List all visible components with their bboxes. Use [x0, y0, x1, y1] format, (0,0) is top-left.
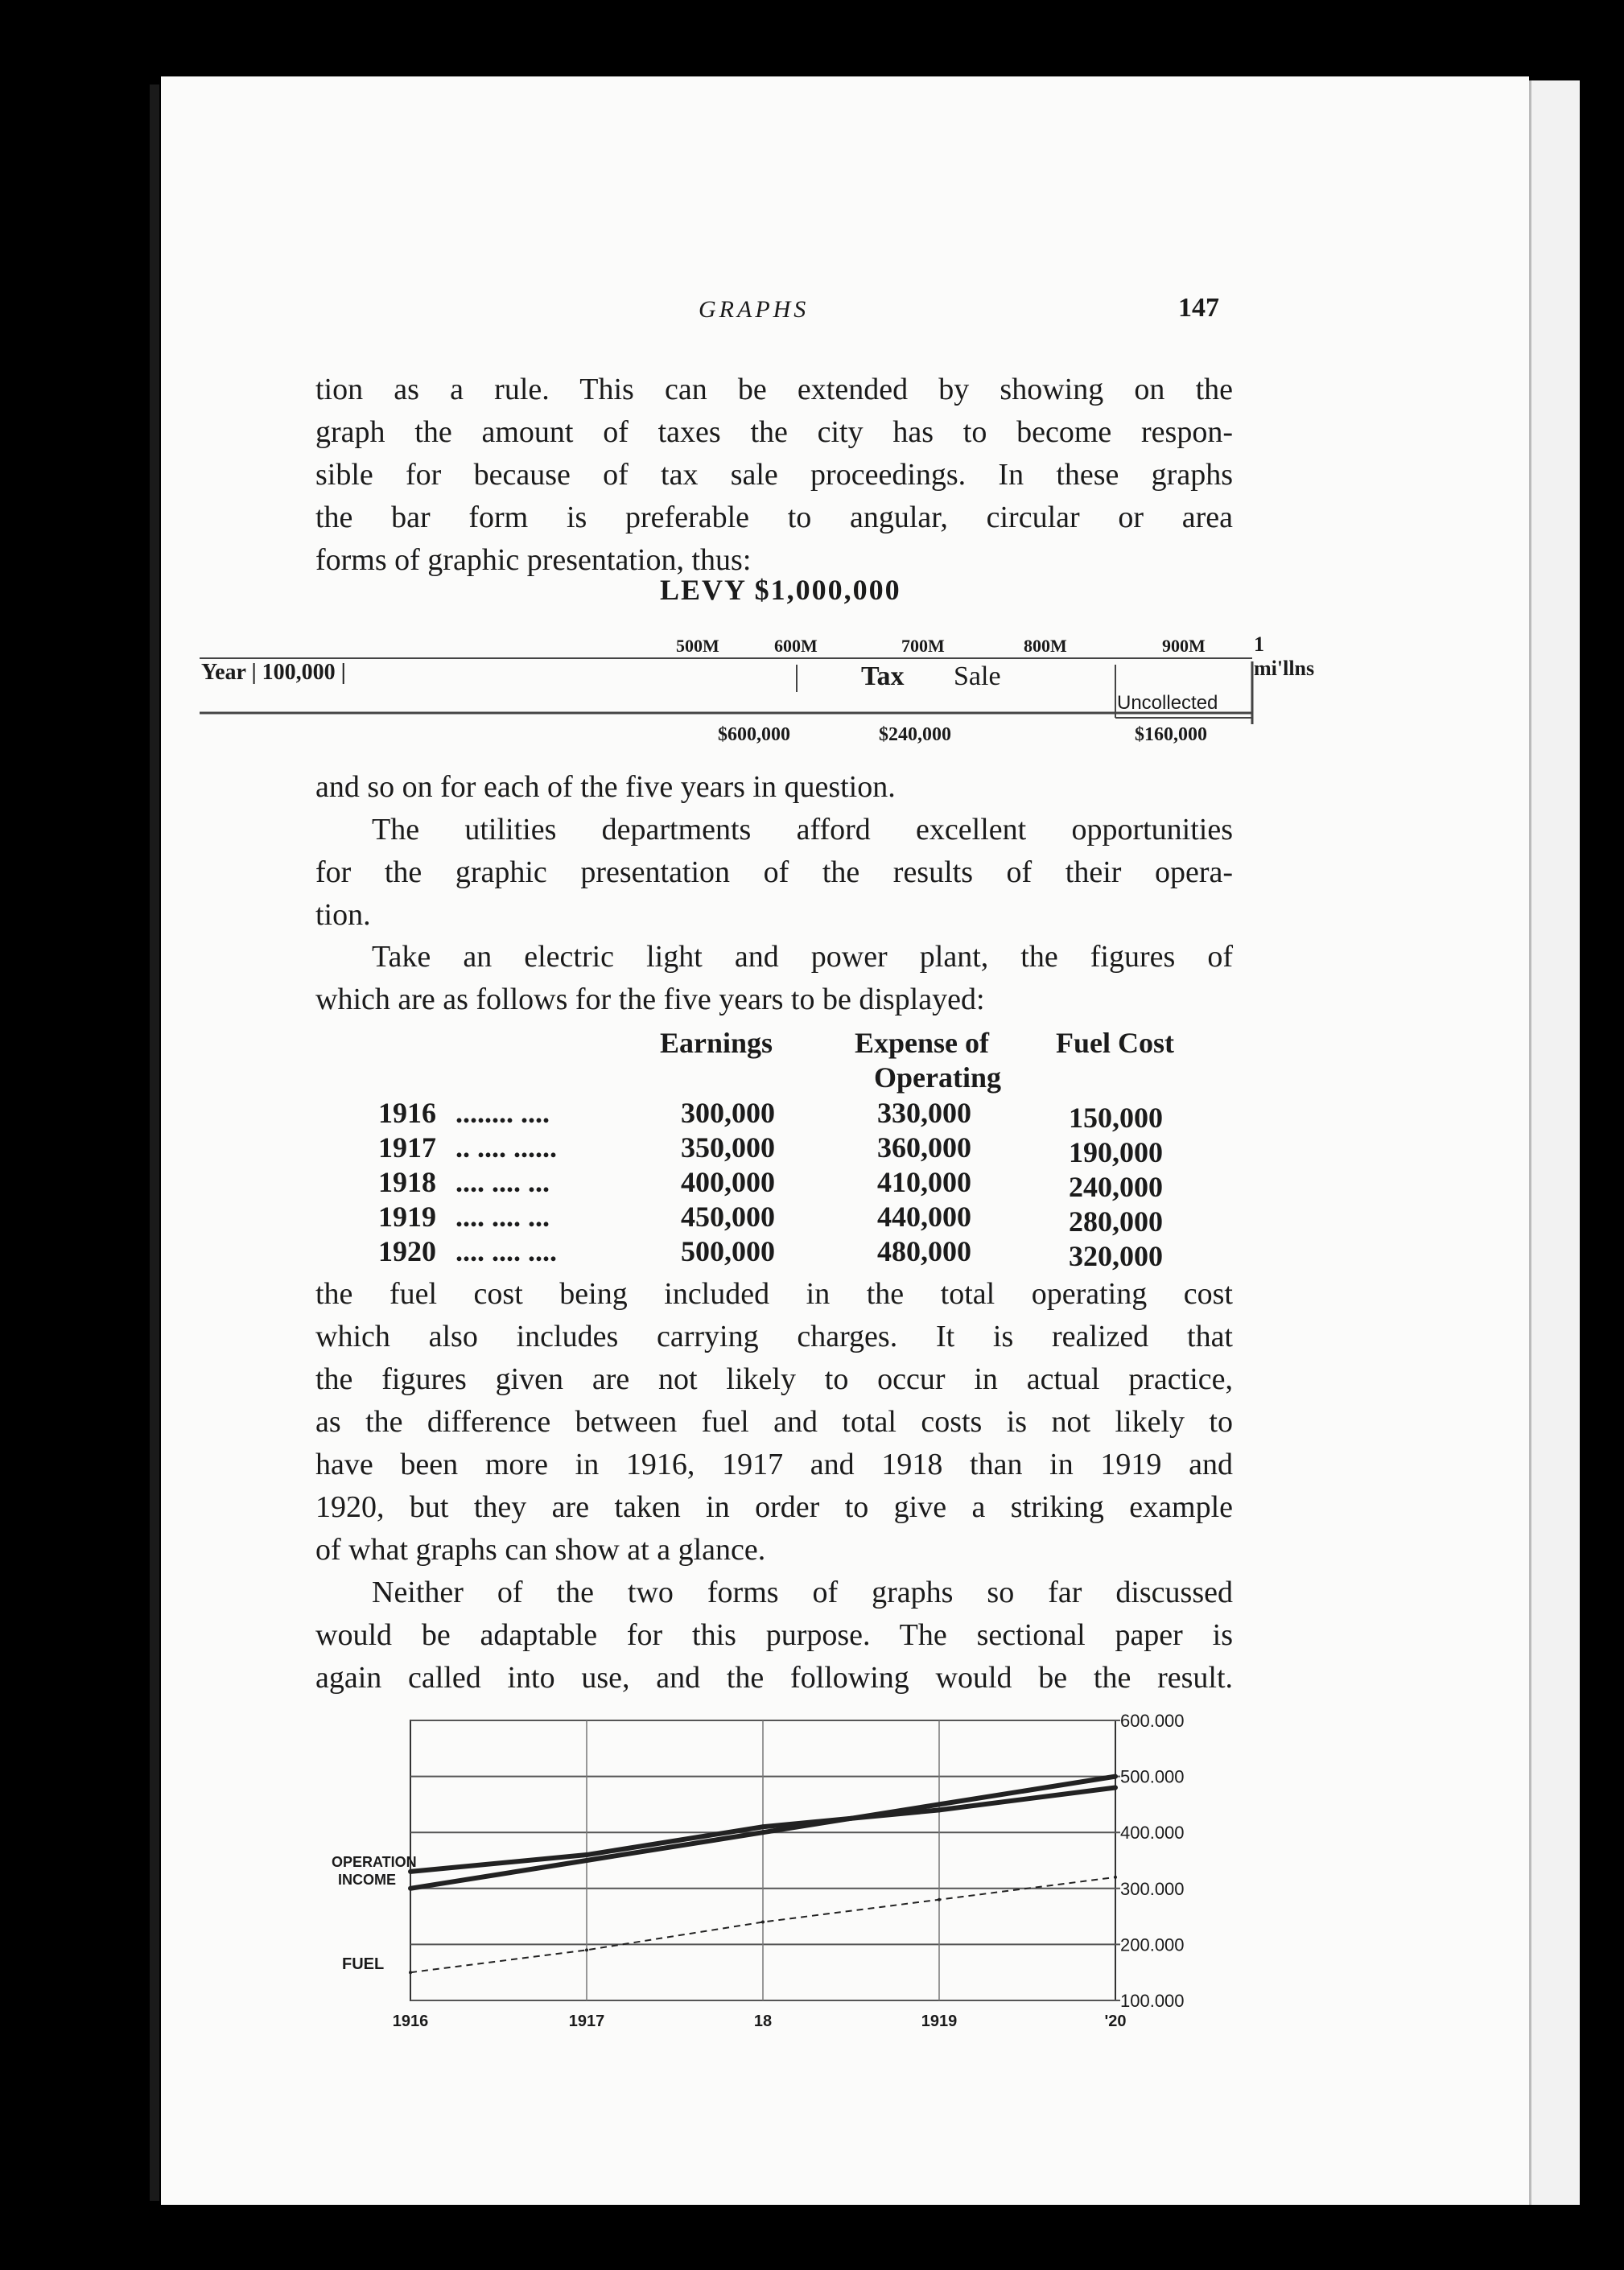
table-expense: 410,000 — [877, 1166, 971, 1198]
text-line: graph the amount of taxes the city has to become respon- — [315, 415, 1233, 449]
data-point-income — [760, 1830, 765, 1835]
table-header-expense: Expense of — [855, 1027, 990, 1059]
table-year: 1918 — [378, 1166, 436, 1198]
table-header-fuel: Fuel Cost — [1056, 1027, 1174, 1059]
x-tick-label: 18 — [753, 2013, 773, 2030]
x-tick-label: 1917 — [568, 2013, 605, 2030]
levy-amount: $240,000 — [879, 724, 951, 745]
table-expense: 330,000 — [877, 1097, 971, 1129]
y-tick-label: 600.000 — [1120, 1711, 1185, 1731]
table-fuel: 190,000 — [1069, 1136, 1163, 1168]
table-fuel: 320,000 — [1069, 1240, 1163, 1272]
table-dots: .... .... ... — [455, 1166, 550, 1198]
table-expense: 360,000 — [877, 1131, 971, 1164]
text-line: would be adaptable for this purpose. The sectional paper is — [315, 1618, 1233, 1652]
y-tick-label: 200.000 — [1120, 1934, 1185, 1955]
text-line: which are as follows for the five years to be displayed: — [315, 983, 985, 1016]
data-point-operation — [760, 1824, 765, 1829]
x-tick-label: 1916 — [392, 2013, 429, 2030]
levy-title: LEVY $1,000,000 — [660, 574, 901, 606]
data-point-income — [584, 1858, 589, 1863]
series-label-operation: OPERATION — [332, 1854, 417, 1870]
table-earnings: 300,000 — [681, 1097, 775, 1129]
scale-label: 800M — [1024, 636, 1067, 656]
data-point-fuel — [409, 1971, 412, 1974]
text-line: Take an electric light and power plant, the figures of — [372, 940, 1233, 974]
page-number: 147 — [1178, 293, 1219, 323]
table-earnings: 500,000 — [681, 1235, 775, 1267]
x-tick-label: 1919 — [921, 2013, 958, 2030]
y-tick-label: 400.000 — [1120, 1823, 1185, 1844]
scale-label: 700M — [901, 636, 945, 656]
levy-segment-tax: Tax — [861, 661, 905, 691]
table-dots: .... .... ... — [455, 1201, 550, 1233]
table-fuel: 240,000 — [1069, 1171, 1163, 1203]
data-point-operation — [1113, 1786, 1118, 1790]
levy-amount: $160,000 — [1135, 724, 1207, 745]
y-tick-label: 500.000 — [1120, 1766, 1185, 1787]
text-line: tion. — [315, 898, 371, 932]
text-line: of what graphs can show at a glance. — [315, 1533, 766, 1567]
data-point-income — [937, 1802, 942, 1807]
text-line: the fuel cost being included in the total operating cost — [315, 1277, 1233, 1311]
text-line: again called into use, and the following would be the result. — [315, 1661, 1233, 1695]
table-dots: .. .... ...... — [455, 1131, 557, 1164]
table-expense: 480,000 — [877, 1235, 971, 1267]
series-label-income: INCOME — [338, 1872, 396, 1888]
running-header: GRAPHS — [699, 296, 810, 323]
table-expense: 440,000 — [877, 1201, 971, 1233]
text-line: 1920, but they are taken in order to give a striking example — [315, 1490, 1233, 1524]
text-line: sible for because of tax sale proceedings. In these graphs — [315, 458, 1233, 492]
text-line: for the graphic presentation of the results of their opera- — [315, 855, 1233, 889]
table-earnings: 350,000 — [681, 1131, 775, 1164]
table-dots: ........ .... — [455, 1097, 550, 1129]
series-label-fuel: FUEL — [342, 1955, 385, 1973]
table-year: 1917 — [378, 1131, 436, 1164]
text-line: forms of graphic presentation, thus: — [315, 543, 752, 577]
table-fuel: 150,000 — [1069, 1102, 1163, 1134]
scale-label: 600M — [774, 636, 818, 656]
text-line: which also includes carrying charges. It is realized that — [315, 1320, 1233, 1353]
levy-segment-uncollected: Uncollected — [1117, 692, 1218, 714]
scale-label: 900M — [1162, 636, 1206, 656]
y-tick-label: 100.000 — [1120, 1991, 1185, 2011]
text-line: as the difference between fuel and total costs is not likely to — [315, 1405, 1233, 1439]
text-line: Neither of the two forms of graphs so far discussed — [372, 1576, 1233, 1609]
data-point-income — [408, 1886, 413, 1891]
table-header-earnings: Earnings — [660, 1027, 773, 1059]
data-point-fuel — [761, 1921, 765, 1924]
data-point-operation — [937, 1807, 942, 1812]
text-line: the figures given are not likely to occur in actual practice, — [315, 1362, 1233, 1396]
table-header-expense-2: Operating — [874, 1061, 1001, 1094]
data-point-income — [1113, 1774, 1118, 1779]
table-fuel: 280,000 — [1069, 1205, 1163, 1238]
y-tick-label: 300.000 — [1120, 1878, 1185, 1899]
x-tick-label: '20 — [1104, 2013, 1127, 2030]
text-line: the bar form is preferable to angular, circular or area — [315, 501, 1233, 534]
table-year: 1919 — [378, 1201, 436, 1233]
data-point-fuel — [1114, 1876, 1117, 1879]
table-dots: .... .... .... — [455, 1235, 557, 1267]
text-line: have been more in 1916, 1917 and 1918 than in 1919 and — [315, 1448, 1233, 1481]
data-point-operation — [584, 1852, 589, 1857]
table-earnings: 450,000 — [681, 1201, 775, 1233]
table-earnings: 400,000 — [681, 1166, 775, 1198]
levy-row-label: Year | 100,000 | — [201, 660, 346, 685]
data-point-fuel — [585, 1948, 588, 1951]
table-year: 1920 — [378, 1235, 436, 1267]
data-point-fuel — [938, 1898, 941, 1901]
text-line: The utilities departments afford excellent opportunities — [372, 813, 1233, 847]
levy-segment-sale: Sale — [954, 661, 1001, 691]
text-line: tion as a rule. This can be extended by showing on the — [315, 373, 1233, 406]
text-line: and so on for each of the five years in question. — [315, 770, 896, 804]
levy-amount: $600,000 — [718, 724, 790, 745]
scale-label: 500M — [676, 636, 719, 656]
table-year: 1916 — [378, 1097, 436, 1129]
scale-label: 1 mi'llns — [1254, 632, 1315, 680]
